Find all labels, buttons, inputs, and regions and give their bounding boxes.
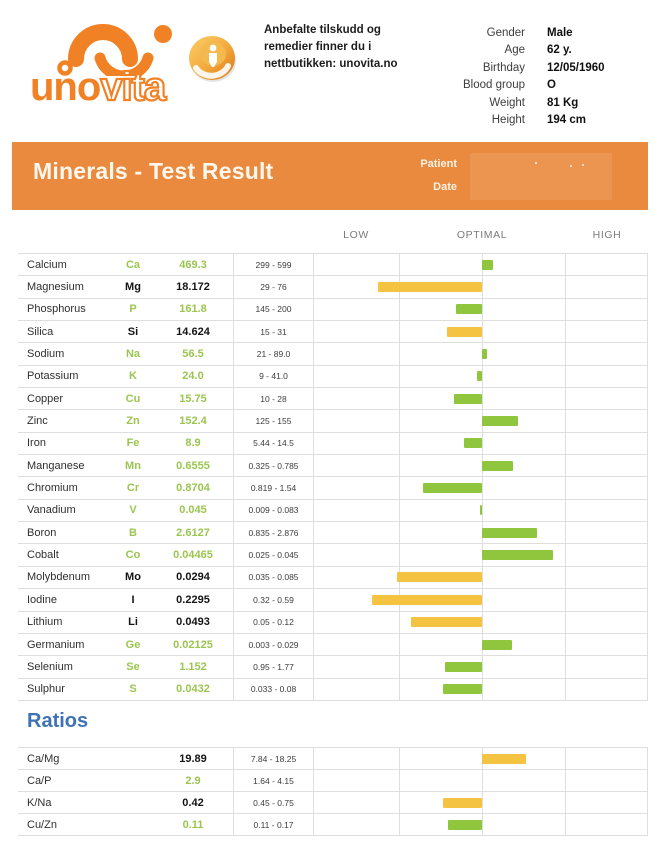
mineral-symbol: Li [128,616,138,629]
deviation-chart-cell [313,814,648,835]
mineral-value: 14.624 [176,325,210,338]
gridline-high-boundary [565,477,566,498]
row-name-cell [18,254,233,275]
reference-range: 0.45 - 0.75 [233,792,313,813]
table-row [18,792,648,814]
mineral-value: 0.6555 [176,459,210,472]
promo-line: remedier finner du i [264,41,372,53]
mineral-value: 24.0 [182,370,204,383]
deviation-bar [456,304,482,314]
table-row [18,612,648,634]
gridline-low-boundary [399,254,400,275]
deviation-bar [482,349,487,359]
reference-range: 0.32 - 0.59 [233,589,313,610]
mineral-value: 0.2295 [176,593,210,606]
gridline-low-boundary [399,410,400,431]
gridline-center [482,321,483,342]
wordmark-vita: vita [100,65,166,109]
table-row [18,321,648,343]
patient-info-label: Birthday [482,61,525,74]
gridline-high-boundary [565,748,566,769]
mineral-name: Manganese [27,459,85,472]
gridline-low-boundary [399,477,400,498]
deviation-bar [411,617,482,627]
deviation-bar [443,684,482,694]
table-row [18,770,648,792]
patient-info-panel [400,25,645,129]
table-row [18,455,648,477]
row-name-cell [18,589,233,610]
mineral-symbol: V [129,504,137,517]
mineral-value: 0.42 [182,796,204,809]
deviation-bar [447,327,482,337]
gridline-low-boundary [399,321,400,342]
table-row [18,634,648,656]
reference-range: 125 - 155 [233,410,313,431]
deviation-bar [482,640,512,650]
mineral-value: 152.4 [179,415,207,428]
deviation-bar [464,438,482,448]
mineral-name: Vanadium [27,504,76,517]
reference-range: 1.64 - 4.15 [233,770,313,791]
deviation-bar [482,260,493,270]
mineral-value: 0.0294 [176,571,210,584]
mineral-value: 1.152 [179,660,207,673]
mineral-name: Chromium [27,482,78,495]
deviation-chart-cell [313,589,648,610]
page-title: Minerals - Test Result [33,158,274,184]
scale-label-optimal: OPTIMAL [456,229,508,241]
mineral-name: Boron [27,526,57,539]
mineral-name: Potassium [27,370,79,383]
deviation-chart-cell [313,276,648,297]
deviation-chart-cell [313,634,648,655]
deviation-chart-cell [313,656,648,677]
mineral-symbol: Ca [125,258,141,271]
reference-range: 0.035 - 0.085 [233,567,313,588]
deviation-chart-cell [313,522,648,543]
mineral-value: 0.0432 [176,683,210,696]
deviation-chart-cell [313,500,648,521]
gridline-high-boundary [565,814,566,835]
mineral-name: Silica [27,325,54,338]
gridline-high-boundary [565,433,566,454]
reference-range: 0.95 - 1.77 [233,656,313,677]
gridline-high-boundary [565,455,566,476]
row-name-cell [18,388,233,409]
table-row [18,679,648,701]
redacted-patient-data [470,153,612,200]
mineral-symbol: Se [126,660,140,673]
gridline-low-boundary [399,814,400,835]
gridline-center [482,299,483,320]
mineral-value: 0.045 [179,504,207,517]
mineral-value: 19.89 [179,752,207,765]
table-row [18,589,648,611]
deviation-bar [480,505,482,515]
row-name-cell [18,276,233,297]
table-row [18,748,648,770]
gridline-high-boundary [565,770,566,791]
reference-range: 29 - 76 [233,276,313,297]
table-row [18,500,648,522]
table-row [18,276,648,298]
patient-info-value: 81 Kg [547,96,579,109]
gridline-high-boundary [565,589,566,610]
ratios-table [18,747,648,836]
mineral-symbol: Cr [126,482,140,495]
mineral-value: 0.0493 [176,616,210,629]
deviation-chart-cell [313,544,648,565]
patient-info-label: Height [491,114,525,127]
mineral-name: Iron [27,437,46,450]
gridline-center [482,792,483,813]
patient-info-label: Gender [486,27,525,39]
mineral-name: Germanium [27,638,85,651]
mineral-symbol: P [129,303,137,316]
gridline-high-boundary [565,388,566,409]
gridline-low-boundary [399,770,400,791]
reference-range: 15 - 31 [233,321,313,342]
gridline-low-boundary [399,366,400,387]
gridline-low-boundary [399,433,400,454]
deviation-chart-cell [313,388,648,409]
gridline-low-boundary [399,500,400,521]
mineral-name: Cobalt [27,549,59,562]
mineral-symbol: Mn [125,459,141,472]
gridline-low-boundary [399,748,400,769]
deviation-chart-cell [313,343,648,364]
table-row [18,343,648,365]
patient-info-value: Male [547,27,573,39]
deviation-chart-cell [313,321,648,342]
gridline-low-boundary [399,299,400,320]
reference-range: 5.44 - 14.5 [233,433,313,454]
deviation-chart-cell [313,366,648,387]
deviation-chart-cell [313,567,648,588]
mineral-symbol: Si [127,325,139,338]
patient-info-label: Weight [489,96,525,109]
mineral-symbol: Zn [126,415,140,428]
gridline-high-boundary [565,366,566,387]
mineral-value: 2.9 [185,774,201,787]
row-name-cell [18,656,233,677]
table-row [18,254,648,276]
deviation-chart-cell [313,792,648,813]
minerals-table [18,253,648,701]
banner-patient-label: Patient [420,158,457,170]
row-name-cell [18,433,233,454]
mineral-name: Zinc [27,415,48,428]
gridline-high-boundary [565,522,566,543]
gridline-high-boundary [565,612,566,633]
ratios-title: Ratios [27,710,89,732]
gridline-high-boundary [565,634,566,655]
gridline-low-boundary [399,634,400,655]
reference-range: 0.009 - 0.083 [233,500,313,521]
reference-range: 10 - 28 [233,388,313,409]
patient-info-row [400,112,645,129]
gridline-low-boundary [399,544,400,565]
reference-range: 0.835 - 2.876 [233,522,313,543]
deviation-chart-cell [313,455,648,476]
gridline-center [482,567,483,588]
deviation-bar [423,483,482,493]
patient-info-value: 12/05/1960 [547,61,605,74]
reference-range: 0.033 - 0.08 [233,679,313,700]
mineral-name: Molybdenum [27,571,90,584]
patient-info-row [400,25,645,42]
mineral-symbol: K [129,370,137,383]
deviation-chart-cell [313,612,648,633]
reference-range: 0.819 - 1.54 [233,477,313,498]
deviation-bar [482,416,518,426]
deviation-bar [378,282,482,292]
reference-range: 0.325 - 0.785 [233,455,313,476]
row-name-cell [18,612,233,633]
gridline-low-boundary [399,792,400,813]
reference-range: 299 - 599 [233,254,313,275]
deviation-chart-cell [313,770,648,791]
mineral-symbol: Mg [125,281,141,294]
reference-range: 0.003 - 0.029 [233,634,313,655]
deviation-bar [445,662,482,672]
patient-info-label: Blood group [462,79,525,92]
table-row [18,433,648,455]
row-name-cell [18,299,233,320]
gridline-high-boundary [565,656,566,677]
deviation-bar [448,820,482,830]
mineral-symbol: Cu [125,392,141,405]
gridline-center [482,770,483,791]
promo-text [264,22,398,73]
row-name-cell [18,679,233,700]
table-row [18,544,648,566]
webshop-badge-icon [186,34,238,84]
mineral-symbol: B [129,526,137,539]
gridline-center [482,589,483,610]
deviation-chart-cell [313,477,648,498]
mineral-value: 0.11 [182,818,204,831]
table-row [18,477,648,499]
mineral-symbol: Mo [125,571,141,584]
gridline-high-boundary [565,343,566,364]
mineral-name: Iodine [27,593,57,606]
table-row [18,366,648,388]
reference-range: 7.84 - 18.25 [233,748,313,769]
deviation-bar [397,572,482,582]
gridline-center [482,477,483,498]
scale-label-high: HIGH [592,229,622,241]
mineral-name: Ca/P [27,774,52,787]
table-row [18,410,648,432]
row-name-cell [18,748,233,769]
mineral-value: 56.5 [182,348,204,361]
patient-info-row [400,42,645,59]
gridline-high-boundary [565,679,566,700]
table-row [18,388,648,410]
deviation-bar [482,528,537,538]
table-row [18,656,648,678]
mineral-value: 161.8 [179,303,207,316]
row-name-cell [18,410,233,431]
gridline-high-boundary [565,792,566,813]
deviation-bar [482,550,553,560]
mineral-name: Sulphur [27,683,65,696]
deviation-chart-cell [313,433,648,454]
gridline-center [482,366,483,387]
mineral-symbol: Co [125,549,141,562]
mineral-symbol: I [131,593,135,606]
mineral-value: 15.75 [179,392,207,405]
gridline-center [482,656,483,677]
row-name-cell [18,343,233,364]
gridline-center [482,276,483,297]
deviation-chart-cell [313,679,648,700]
gridline-high-boundary [565,567,566,588]
mineral-value: 18.172 [176,281,210,294]
row-name-cell [18,500,233,521]
gridline-center [482,500,483,521]
mineral-name: Selenium [27,660,73,673]
row-name-cell [18,477,233,498]
gridline-low-boundary [399,522,400,543]
gridline-low-boundary [399,455,400,476]
mineral-value: 0.04465 [173,549,213,562]
patient-info-value: O [547,79,556,92]
mineral-value: 0.02125 [173,638,213,651]
row-name-cell [18,634,233,655]
reference-range: 21 - 89.0 [233,343,313,364]
table-row [18,299,648,321]
gridline-high-boundary [565,276,566,297]
gridline-high-boundary [565,321,566,342]
reference-range: 9 - 41.0 [233,366,313,387]
mineral-name: Copper [27,392,64,405]
mineral-name: Magnesium [27,281,84,294]
gridline-high-boundary [565,299,566,320]
reference-range: 0.025 - 0.045 [233,544,313,565]
deviation-bar [372,595,482,605]
deviation-bar [454,394,482,404]
mineral-symbol: Na [125,348,141,361]
row-name-cell [18,366,233,387]
table-row [18,522,648,544]
mineral-value: 469.3 [179,258,207,271]
mineral-symbol: Ge [125,638,141,651]
row-name-cell [18,455,233,476]
gridline-high-boundary [565,410,566,431]
gridline-center [482,433,483,454]
patient-info-row [400,60,645,77]
deviation-chart-cell [313,410,648,431]
gridline-center [482,679,483,700]
promo-line: Anbefalte tilskudd og [264,24,381,36]
gridline-low-boundary [399,343,400,364]
promo-line: nettbutikken: unovita.no [264,58,398,70]
reference-range: 0.11 - 0.17 [233,814,313,835]
gridline-low-boundary [399,679,400,700]
gridline-high-boundary [565,254,566,275]
wordmark-uno: uno [30,65,101,109]
row-name-cell [18,770,233,791]
gridline-low-boundary [399,388,400,409]
patient-info-value: 194 cm [547,114,587,127]
deviation-bar [482,754,526,764]
mineral-name: Cu/Zn [27,818,57,831]
mineral-symbol: S [129,683,137,696]
mineral-symbol: Fe [126,437,140,450]
mineral-name: Phosphorus [27,303,86,316]
gridline-low-boundary [399,612,400,633]
row-name-cell [18,814,233,835]
patient-info-row [400,77,645,94]
deviation-chart-cell [313,299,648,320]
row-name-cell [18,522,233,543]
gridline-high-boundary [565,544,566,565]
mineral-value: 2.6127 [176,526,210,539]
gridline-low-boundary [399,656,400,677]
gridline-center [482,388,483,409]
deviation-bar [477,371,482,381]
title-banner [12,142,648,210]
mineral-value: 0.8704 [176,482,210,495]
unovita-wordmark [30,66,165,108]
mineral-name: K/Na [27,796,52,809]
deviation-bar [443,798,482,808]
scale-label-low: LOW [343,229,369,241]
row-name-cell [18,567,233,588]
mineral-name: Lithium [27,616,63,629]
patient-info-label: Age [504,44,525,57]
table-row [18,567,648,589]
gridline-center [482,814,483,835]
patient-info-row [400,95,645,112]
deviation-bar [482,461,513,471]
gridline-center [482,612,483,633]
deviation-chart-cell [313,254,648,275]
row-name-cell [18,544,233,565]
reference-range: 0.05 - 0.12 [233,612,313,633]
reference-range: 145 - 200 [233,299,313,320]
row-name-cell [18,792,233,813]
gridline-high-boundary [565,500,566,521]
mineral-name: Ca/Mg [27,752,60,765]
deviation-chart-cell [313,748,648,769]
row-name-cell [18,321,233,342]
mineral-value: 8.9 [185,437,201,450]
table-row [18,814,648,836]
banner-date-label: Date [433,181,457,193]
patient-info-value: 62 y. [547,44,572,57]
mineral-name: Sodium [27,348,65,361]
mineral-name: Calcium [27,258,67,271]
